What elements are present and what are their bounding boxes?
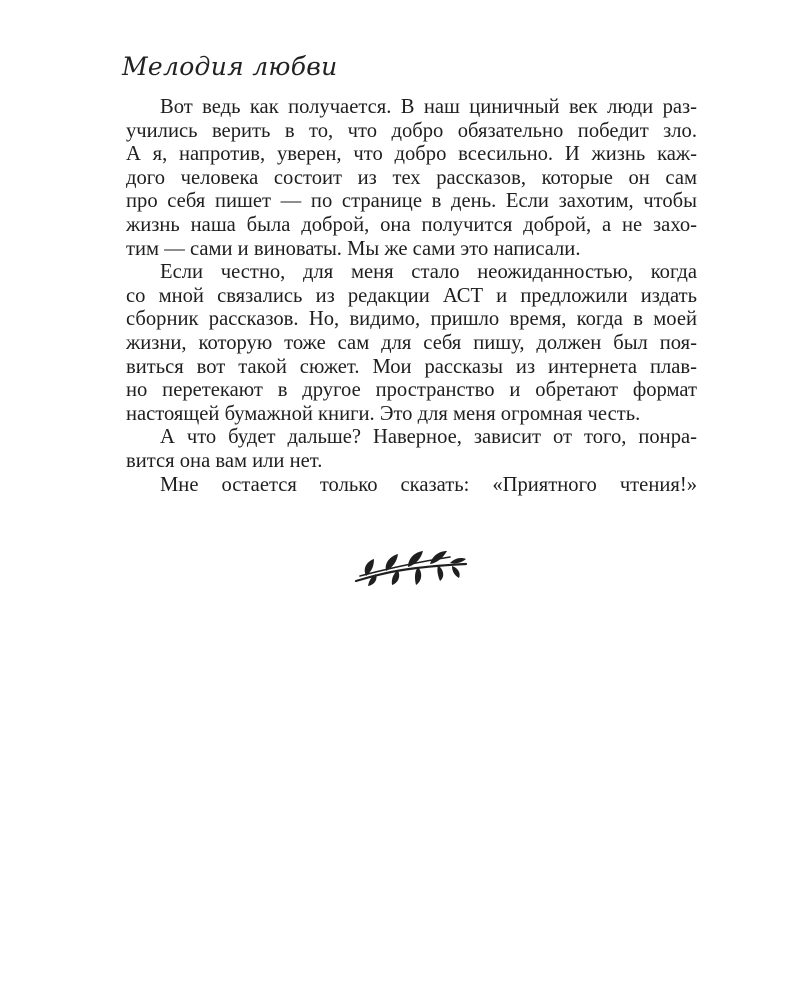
body-text: [126, 96, 697, 497]
text-line: жизнь наша была доброй, она получится доброй, а не захо-: [126, 213, 697, 236]
text-line: сборник рассказов. Но, видимо, пришло время, когда в моей: [126, 308, 697, 331]
text-line: А что будет дальше? Наверное, зависит от того, понра-: [160, 426, 697, 449]
laurel-branch-icon: [352, 543, 470, 589]
text-line: про себя пишет — по странице в день. Если захотим, чтобы: [126, 190, 697, 213]
text-line: учились верить в то, что добро обязательно победит зло.: [126, 119, 697, 142]
text-line: дого человека состоит из тех рассказов, которые он сам: [126, 166, 697, 189]
text-line: А я, напротив, уверен, что добро всесильно. И жизнь каж-: [126, 143, 697, 166]
running-head: Мелодия любви: [122, 52, 338, 81]
text-line: виться вот такой сюжет. Мои рассказы из интернета плав-: [126, 355, 697, 378]
text-line: но перетекают в другое пространство и обретают формат: [126, 379, 697, 402]
text-line: вится она вам или нет.: [126, 449, 323, 472]
text-line: настоящей бумажной книги. Это для меня огромная честь.: [126, 402, 641, 425]
text-line: со мной связались из редакции АСТ и предложили издать: [126, 284, 697, 307]
text-line: Мне остается только сказать: «Приятного чтения!»: [160, 473, 697, 496]
text-line: жизни, которую тоже сам для себя пишу, должен был поя-: [126, 331, 697, 354]
text-line: тим — сами и виноваты. Мы же сами это написали.: [126, 237, 581, 260]
text-line: Вот ведь как получается. В наш циничный век люди раз-: [160, 96, 697, 118]
text-line: Если честно, для меня стало неожиданностью, когда: [160, 261, 697, 284]
